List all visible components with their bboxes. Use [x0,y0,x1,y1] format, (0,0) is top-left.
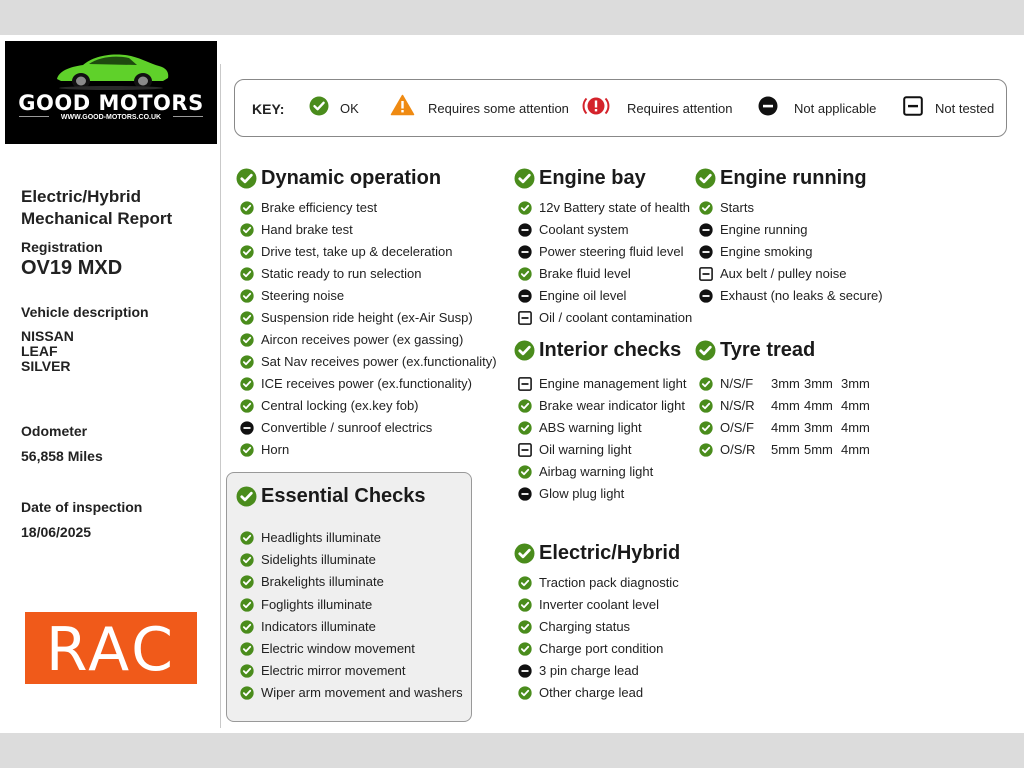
ok-check-icon [518,399,532,413]
check-item-label: Other charge lead [539,685,644,700]
check-item-label: Charging status [539,619,631,634]
check-item-label: Charge port condition [539,641,664,656]
check-item-label: 3 pin charge lead [539,663,639,678]
check-item [518,641,778,657]
tread-depth-middle: 3mm [804,420,833,435]
check-item-label: Airbag warning light [539,464,654,479]
check-item-label: Aux belt / pulley noise [720,266,847,281]
ok-check-icon [699,399,713,413]
ok-check-icon [236,168,257,189]
check-item-label: Glow plug light [539,486,625,501]
tread-depth-inner: 3mm [771,376,800,391]
check-item-label: Headlights illuminate [261,530,381,545]
check-item-label: Oil warning light [539,442,632,457]
odometer-label: Odometer [21,423,88,439]
logo-rule-right [173,116,203,117]
not-tested-icon [518,443,532,457]
check-item [699,376,959,392]
not-applicable-icon [699,223,713,237]
check-item-label: Wiper arm movement and washers [261,685,463,701]
check-item [240,398,500,414]
check-item-label: Inverter coolant level [539,597,659,612]
not-applicable-icon [240,421,254,435]
check-item-label: Engine running [720,222,808,237]
check-item-label: Engine oil level [539,288,627,303]
ok-check-icon [699,201,713,215]
tread-depth-middle: 4mm [804,398,833,413]
check-item-label: Brakelights illuminate [261,574,384,590]
ok-check-icon [514,340,535,361]
check-item [240,685,500,701]
check-item [240,222,500,238]
check-item [240,244,500,260]
ok-check-icon [240,642,254,656]
ok-check-icon [518,267,532,281]
ok-check-icon [240,686,254,700]
check-item-label: Indicators illuminate [261,618,376,634]
check-item [240,641,500,657]
check-item [240,200,500,216]
ok-check-icon [240,289,254,303]
tyre-position: O/S/F [720,420,754,435]
check-item-label: Exhaust (no leaks & secure) [720,288,883,303]
ok-check-icon [240,377,254,391]
check-item-label: Power steering fluid level [539,244,684,259]
check-item [240,597,500,613]
vehicle-colour: SILVER [21,358,71,374]
ok-check-icon [240,223,254,237]
check-item [699,200,959,216]
tread-depth-inner: 4mm [771,420,800,435]
tread-depth-outer: 3mm [841,376,870,391]
ok-check-icon [518,465,532,479]
tyre-position: N/S/F [720,376,754,391]
check-item [699,398,959,414]
essential-checks-title-text: Essential Checks [261,485,426,507]
check-item [240,288,500,304]
check-item-label: Engine smoking [720,244,813,259]
ok-check-icon [518,598,532,612]
status-key [234,79,1007,137]
tyre-position: O/S/R [720,442,756,457]
ok-check-icon [518,576,532,590]
ok-check-icon [518,642,532,656]
not-applicable-icon [758,96,778,116]
ok-check-icon [240,598,254,612]
vehicle-model: LEAF [21,343,58,359]
ok-check-icon [240,355,254,369]
engine-bay-title-text: Engine bay [539,167,646,189]
warning-triangle-icon [390,94,415,116]
check-item-label: Central locking (ex.key fob) [261,398,419,413]
ok-check-icon [699,421,713,435]
check-item [240,552,500,568]
key-na-label: Not applicable [794,101,877,116]
tyre-tread-title-text: Tyre tread [720,339,816,361]
check-item-label: Electric mirror movement [261,663,406,679]
ok-check-icon [240,311,254,325]
ok-check-icon [240,443,254,457]
ok-check-icon [695,168,716,189]
not-applicable-icon [518,223,532,237]
check-item-label: Oil / coolant contamination [539,310,693,325]
check-item-label: Aircon receives power (ex gassing) [261,332,464,347]
tread-depth-middle: 5mm [804,442,833,457]
check-item [518,486,778,502]
check-item-label: Steering noise [261,288,345,303]
not-applicable-icon [699,289,713,303]
report-title-line-2: Mechanical Report [21,209,173,228]
not-applicable-icon [699,245,713,259]
ok-check-icon [240,333,254,347]
check-item [518,619,778,635]
check-item-label: ICE receives power (ex.functionality) [261,376,472,391]
check-item-label: ABS warning light [539,420,642,435]
check-item [699,222,959,238]
check-item-label: Traction pack diagnostic [539,575,679,590]
good-motors-logo [5,41,217,144]
check-item-label: Suspension ride height (ex-Air Susp) [261,310,473,325]
tread-depth-middle: 3mm [804,376,833,391]
tread-depth-inner: 4mm [771,398,800,413]
check-item [240,354,500,370]
tread-depth-outer: 4mm [841,398,870,413]
ok-check-icon [240,553,254,567]
not-tested-icon [518,311,532,325]
check-item [240,530,500,546]
check-item [240,376,500,392]
key-title: KEY: [252,101,285,117]
not-applicable-icon [518,487,532,501]
ok-check-icon [240,399,254,413]
electric-hybrid-title-text: Electric/Hybrid [539,542,681,564]
report-title-line-1: Electric/Hybrid [21,187,141,206]
key-attention-label: Requires attention [627,101,733,116]
engine-running-title-text: Engine running [720,167,867,189]
check-item-label: Convertible / sunroof electrics [261,420,433,435]
not-applicable-icon [518,289,532,303]
check-item-label: Electric window movement [261,641,415,656]
check-item [240,574,500,590]
check-item-label: Brake efficiency test [261,200,378,215]
check-item-label: Horn [261,442,290,457]
check-item-label: Sat Nav receives power (ex.functionality) [261,354,497,369]
check-item-label: Brake fluid level [539,266,631,281]
check-item [518,310,778,326]
key-ok-label: OK [340,101,359,116]
not-applicable-icon [518,664,532,678]
vehicle-make: NISSAN [21,328,74,344]
ok-check-icon [240,531,254,545]
tread-depth-inner: 5mm [771,442,800,457]
tyre-position: N/S/R [720,398,755,413]
tread-depth-outer: 4mm [841,420,870,435]
vehicle-description-label: Vehicle description [21,304,149,320]
check-item [240,619,500,635]
ok-check-icon [518,421,532,435]
ok-check-icon [240,575,254,589]
ok-check-icon [309,96,329,116]
ok-check-icon [236,486,257,507]
check-item [699,288,959,304]
inspection-date-value: 18/06/2025 [21,524,92,540]
logo-brand-text: GOOD MOTORS [18,91,204,115]
check-item-label: Static ready to run selection [261,266,422,281]
rac-logo [25,612,197,684]
check-item [240,442,500,458]
check-item [699,244,959,260]
not-tested-icon [699,267,713,281]
ok-check-icon [699,377,713,391]
not-applicable-icon [518,245,532,259]
ok-check-icon [240,664,254,678]
check-item [240,310,500,326]
car-logo-icon [51,47,171,91]
ok-check-icon [518,620,532,634]
check-item [699,442,959,458]
ok-check-icon [240,245,254,259]
check-item-label: Hand brake test [261,222,353,237]
inspection-date-label: Date of inspection [21,499,143,515]
ok-check-icon [240,267,254,281]
check-item-label: Starts [720,200,754,215]
registration-value: OV19 MXD [21,257,123,279]
rac-logo-text: RAC [45,615,177,685]
logo-url: WWW.GOOD-MOTORS.CO.UK [60,114,162,121]
column-divider [220,64,221,728]
key-not-tested-label: Not tested [935,101,995,116]
ok-check-icon [699,443,713,457]
ok-check-icon [695,340,716,361]
not-tested-icon [518,377,532,391]
ok-check-icon [518,201,532,215]
ok-check-icon [518,686,532,700]
ok-check-icon [514,168,535,189]
not-tested-icon [903,96,923,116]
key-some-attention-label: Requires some attention [428,101,569,116]
dynamic-operation-title-text: Dynamic operation [261,167,442,189]
vehicle-info-panel [21,186,211,540]
ok-check-icon [240,620,254,634]
tread-depth-outer: 4mm [841,442,870,457]
check-item [699,420,959,436]
check-item-label: Sidelights illuminate [261,552,376,568]
check-item [240,420,500,436]
check-item-label: 12v Battery state of health [539,200,691,215]
registration-label: Registration [21,239,103,255]
ok-check-icon [240,201,254,215]
check-item-label: Coolant system [539,222,629,237]
check-item [240,266,500,282]
check-item [518,663,778,679]
check-item-label: Drive test, take up & deceleration [261,244,453,259]
attention-alert-icon [582,95,610,117]
check-item [518,685,778,701]
check-item [518,575,778,591]
interior-checks-title-text: Interior checks [539,339,682,361]
check-item [240,663,500,679]
check-item [699,266,959,282]
odometer-value: 56,858 Miles [21,448,103,464]
check-item-label: Foglights illuminate [261,596,373,612]
check-item-label: Engine management light [539,376,687,391]
check-item [518,597,778,613]
check-item-label: Brake wear indicator light [539,398,685,413]
check-item [518,464,778,480]
ok-check-icon [514,543,535,564]
check-item [240,332,500,348]
